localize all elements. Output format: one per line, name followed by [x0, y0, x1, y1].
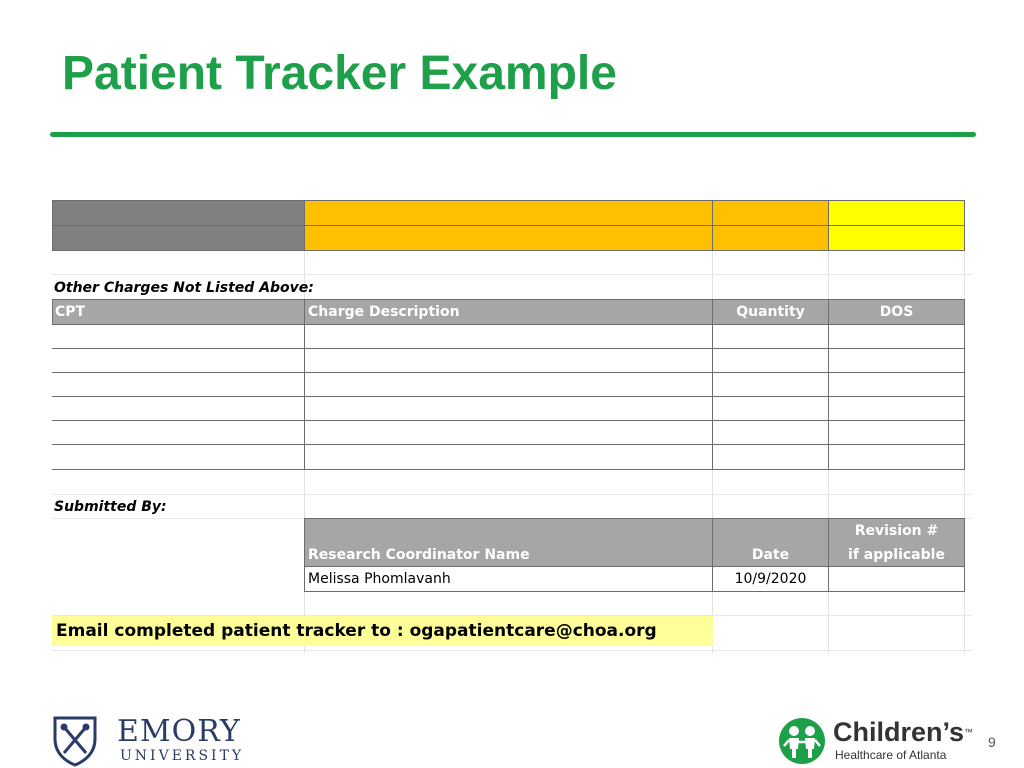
emory-wordmark: EMORY [117, 714, 241, 749]
cpt-cell[interactable] [52, 396, 305, 421]
color-band-yellow [828, 200, 965, 226]
column-header-quantity: Quantity [712, 299, 829, 325]
charge-description-cell[interactable] [304, 444, 713, 470]
cpt-cell[interactable] [52, 420, 305, 445]
charge-description-cell[interactable] [304, 324, 713, 349]
color-band-orange [304, 225, 713, 251]
slide-title: Patient Tracker Example [62, 47, 617, 100]
dos-cell[interactable] [828, 396, 965, 421]
choa-logo [778, 717, 978, 767]
cpt-cell[interactable] [52, 324, 305, 349]
revision-header-line1: Revision # [854, 523, 939, 539]
color-band-orange [304, 200, 713, 226]
other-charges-label: Other Charges Not Listed Above: [54, 280, 314, 296]
coordinator-name-cell[interactable]: Melissa Phomlavanh [304, 566, 713, 592]
charge-description-cell[interactable] [304, 372, 713, 397]
quantity-cell[interactable] [712, 348, 829, 373]
quantity-cell[interactable] [712, 420, 829, 445]
dos-cell[interactable] [828, 420, 965, 445]
emory-subtitle: UNIVERSITY [120, 748, 245, 764]
page-number: 9 [988, 734, 996, 750]
color-band-gray [52, 225, 305, 251]
children-figures-icon [778, 717, 826, 765]
choa-wordmark-text: Children’s [833, 717, 965, 747]
date-header-text: Date [751, 547, 790, 563]
quantity-cell[interactable] [712, 324, 829, 349]
choa-subtitle: Healthcare of Atlanta [835, 748, 947, 762]
choa-trademark: ™ [964, 727, 974, 737]
emory-university-logo [52, 715, 252, 765]
charge-description-cell[interactable] [304, 420, 713, 445]
cpt-cell[interactable] [52, 444, 305, 470]
submitted-by-label: Submitted By: [54, 499, 167, 515]
column-header-date [712, 518, 829, 567]
dos-cell[interactable] [828, 444, 965, 470]
quantity-cell[interactable] [712, 444, 829, 470]
dos-cell[interactable] [828, 324, 965, 349]
quantity-cell[interactable] [712, 396, 829, 421]
patient-tracker-sheet [52, 200, 972, 654]
column-header-cpt: CPT [52, 299, 305, 325]
gridline [52, 650, 972, 651]
color-band-orange [712, 200, 829, 226]
dos-cell[interactable] [828, 348, 965, 373]
charge-description-cell[interactable] [304, 396, 713, 421]
column-header-dos: DOS [828, 299, 965, 325]
cpt-cell[interactable] [52, 372, 305, 397]
dos-cell[interactable] [828, 372, 965, 397]
color-band-gray [52, 200, 305, 226]
date-cell[interactable]: 10/9/2020 [712, 566, 829, 592]
column-header-revision [828, 518, 965, 567]
email-instruction: Email completed patient tracker to : ogapatientcare@choa.org [52, 616, 713, 646]
quantity-cell[interactable] [712, 372, 829, 397]
coordinator-header-text: Research Coordinator Name [308, 547, 530, 563]
revision-header-line2: if applicable [848, 547, 945, 563]
column-header-coordinator [304, 518, 713, 567]
choa-wordmark [833, 717, 973, 747]
gridline [52, 274, 972, 275]
emory-shield-icon [52, 715, 98, 767]
color-band-orange [712, 225, 829, 251]
title-divider [50, 132, 976, 137]
cpt-cell[interactable] [52, 348, 305, 373]
color-band-yellow [828, 225, 965, 251]
column-header-charge-description: Charge Description [304, 299, 713, 325]
charge-description-cell[interactable] [304, 348, 713, 373]
revision-cell[interactable] [828, 566, 965, 592]
